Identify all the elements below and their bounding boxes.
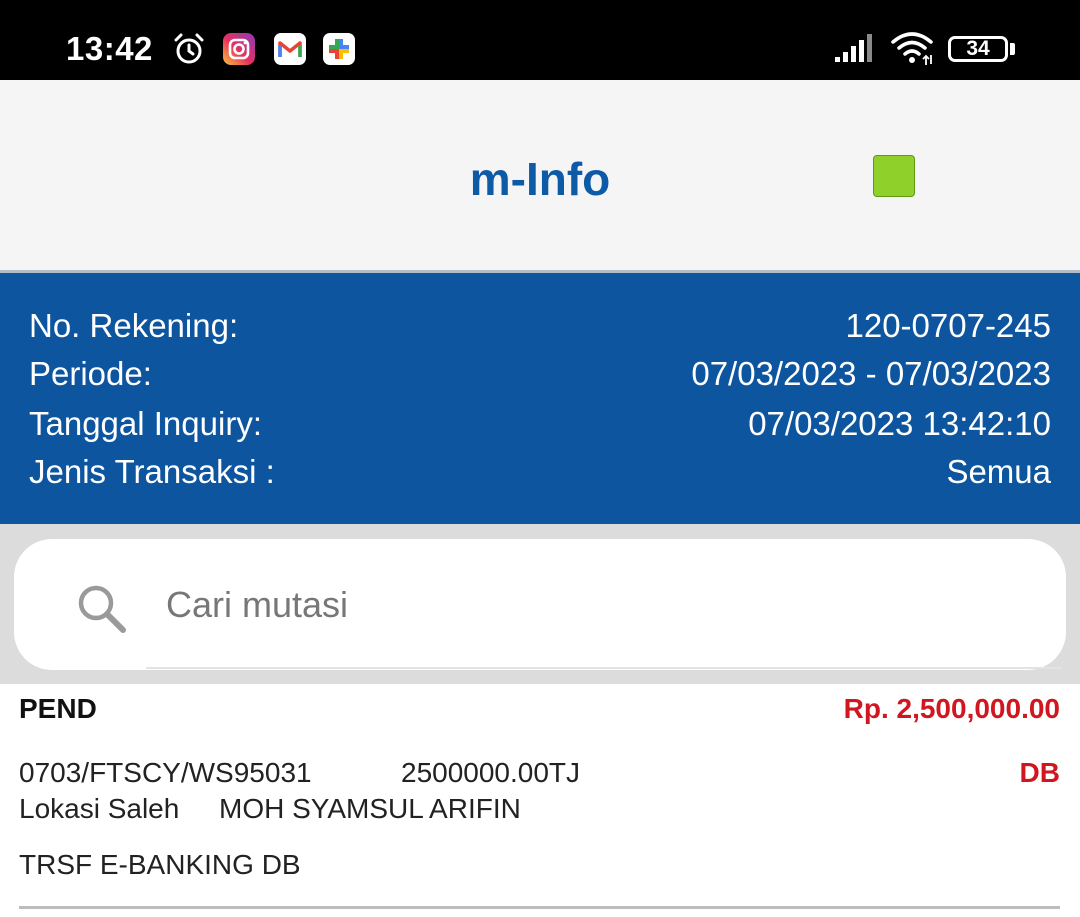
search-input[interactable] xyxy=(166,579,1026,631)
info-label: No. Rekening: xyxy=(29,307,239,344)
transaction-description: TRSF E-BANKING DB xyxy=(19,849,301,880)
battery-indicator: 34 xyxy=(948,36,1008,62)
status-time: 13:42 xyxy=(66,30,153,67)
info-row-account-number xyxy=(29,307,1051,355)
transaction-type-badge: DB xyxy=(1019,757,1060,788)
transaction-counterparty: MOH SYAMSUL ARIFIN xyxy=(219,793,521,824)
divider xyxy=(19,906,1060,909)
transaction-location: Lokasi Saleh xyxy=(19,793,180,824)
page-title: m-Info xyxy=(469,153,611,205)
info-row-period xyxy=(29,355,1051,403)
info-value: 07/03/2023 - 07/03/2023 xyxy=(691,355,1051,392)
signal-bars-icon xyxy=(833,33,875,63)
alarm-icon xyxy=(172,32,206,66)
search-area xyxy=(0,524,1080,684)
transaction-amount: Rp. 2,500,000.00 xyxy=(843,693,1060,724)
transaction-reference: 0703/FTSCY/WS95031 xyxy=(19,757,312,788)
info-row-inquiry-date xyxy=(29,405,1051,453)
transaction-status: PEND xyxy=(19,693,97,724)
search-icon xyxy=(74,581,130,637)
transaction-list xyxy=(0,684,1080,917)
instagram-icon xyxy=(222,32,256,66)
transaction-raw-amount: 2500000.00TJ xyxy=(401,757,581,788)
search-underline xyxy=(146,667,1062,669)
connection-status-indicator xyxy=(873,155,915,197)
gmail-icon xyxy=(273,32,307,66)
info-label: Tanggal Inquiry: xyxy=(29,405,262,442)
account-info-panel xyxy=(0,273,1080,524)
info-row-transaction-type xyxy=(29,453,1051,501)
wifi-icon xyxy=(890,30,934,66)
app-header xyxy=(0,80,1080,273)
battery-tip xyxy=(1010,43,1015,55)
search-box[interactable] xyxy=(14,539,1066,670)
info-label: Jenis Transaksi : xyxy=(29,453,275,490)
info-value: 07/03/2023 13:42:10 xyxy=(748,405,1051,442)
info-value: Semua xyxy=(946,453,1051,490)
play-games-icon xyxy=(322,32,356,66)
info-label: Periode: xyxy=(29,355,152,392)
info-value: 120-0707-245 xyxy=(845,307,1051,344)
status-bar xyxy=(0,0,1080,80)
